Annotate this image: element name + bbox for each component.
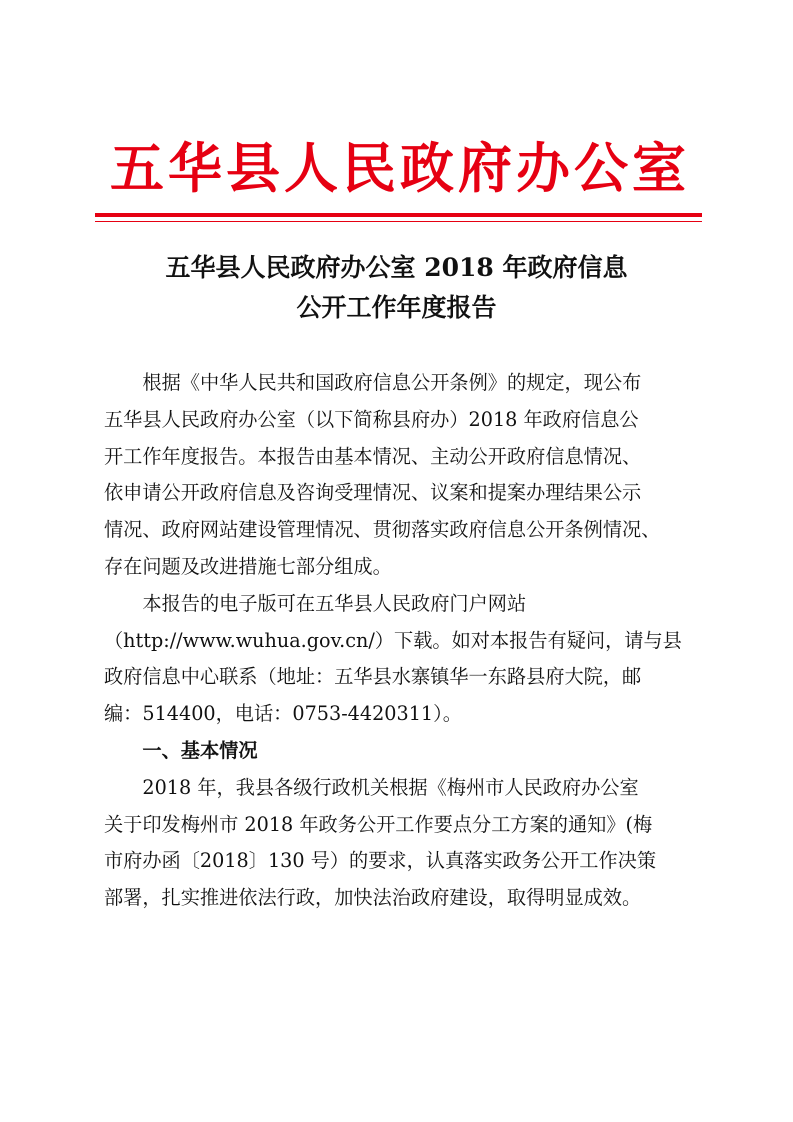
masthead-title: 五华县人民政府办公室	[110, 136, 690, 200]
text-line: 关于印发梅州市 2018 年政务公开工作要点分工方案的通知》(梅	[104, 812, 653, 836]
text-line: 市府办函〔2018〕130 号）的要求，认真落实政务公开工作决策	[104, 849, 657, 873]
section1-paragraph	[104, 770, 694, 807]
intro-paragraph-cont	[104, 402, 694, 586]
text-line: 开工作年度报告。本报告由基本情况、主动公开政府信息情况、	[104, 444, 642, 468]
text-line: 部署，扎实推进依法行政，加快法治政府建设，取得明显成效。	[104, 886, 642, 910]
text-line: （http://www.wuhua.gov.cn/）下载。如对本报告有疑问，请与县	[104, 628, 682, 652]
masthead-rule-thick	[95, 213, 702, 217]
text-line: 编：514400，电话：0753-4420311）。	[104, 702, 462, 726]
section1-paragraph-cont	[104, 807, 694, 917]
text-line: 根据《中华人民共和国政府信息公开条例》的规定，现公布	[142, 371, 642, 394]
text-line: 政府信息中心联系（地址：五华县水寨镇华一东路县府大院，邮	[104, 665, 642, 689]
report-title-line-2: 公开工作年度报告	[296, 293, 497, 322]
report-body	[104, 365, 694, 917]
text-line: 2018 年，我县各级行政机关根据《梅州市人民政府办公室	[142, 775, 639, 799]
text-line: 存在问题及改进措施七部分组成。	[104, 554, 392, 578]
download-paragraph	[104, 586, 694, 623]
download-paragraph-cont	[104, 623, 694, 733]
masthead-rule-thin	[95, 221, 702, 222]
text-line: 本报告的电子版可在五华县人民政府门户网站	[142, 591, 527, 615]
intro-paragraph	[104, 365, 694, 402]
report-title-line-1: 五华县人民政府办公室 2018 年政府信息	[165, 253, 628, 282]
text-line: 五华县人民政府办公室（以下简称县府办）2018 年政府信息公	[104, 407, 639, 431]
section-heading: 一、基本情况	[142, 738, 258, 762]
text-line: 情况、政府网站建设管理情况、贯彻落实政府信息公开条例情况、	[104, 518, 661, 542]
text-line: 依申请公开政府信息及咨询受理情况、议案和提案办理结果公示	[104, 481, 642, 505]
